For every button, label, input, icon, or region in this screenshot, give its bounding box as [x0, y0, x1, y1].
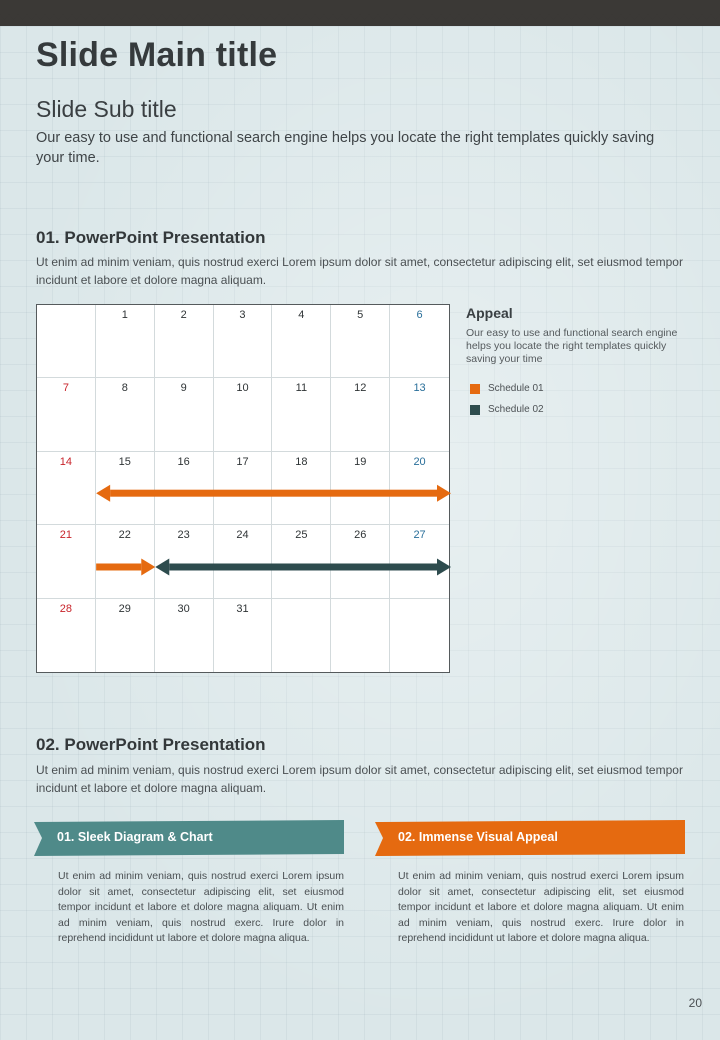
arrow-head-left	[96, 485, 110, 502]
calendar-day: 23	[155, 525, 214, 598]
arrow-shaft	[169, 563, 437, 570]
legend-item-label: Schedule 02	[488, 404, 544, 415]
banner-immense-visual-appeal	[375, 820, 687, 856]
calendar-day: 9	[155, 378, 214, 451]
legend-title: Appeal	[466, 305, 513, 321]
calendar-day: 16	[155, 452, 214, 525]
calendar-day: 6	[390, 305, 449, 378]
calendar-day: 24	[214, 525, 273, 598]
banner-sleek-diagram	[34, 820, 346, 856]
top-zigzag-border	[0, 0, 720, 26]
slide-main-title: Slide Main title	[36, 36, 278, 74]
slide-sub-title: Slide Sub title	[36, 96, 177, 122]
calendar-day: 10	[214, 378, 273, 451]
calendar-day: 22	[96, 525, 155, 598]
calendar-day: 17	[214, 452, 273, 525]
column-2-text: Ut enim ad minim veniam, quis nostrud exerci Lorem ipsum dolor sit amet, consectetur adipiscing elit, set eiusmod tempor incidunt et labore et dolore magna aliquam. Ut enim ad minim veniam, quis nostrud exerc. Irure dolor in reprehend incididunt ut labore et dolore magna aliqua.	[398, 870, 684, 944]
arrow-shaft	[110, 490, 437, 497]
page-number: 20	[688, 996, 702, 1010]
legend-item-label: Schedule 01	[488, 383, 544, 394]
banner-label: 01. Sleek Diagram & Chart	[57, 830, 213, 844]
calendar-day: 5	[331, 305, 390, 378]
calendar-day: 25	[272, 525, 331, 598]
calendar-day: 18	[272, 452, 331, 525]
arrow-head-left	[155, 558, 169, 575]
legend-item-schedule-01	[470, 383, 544, 394]
schedule-arrow-1	[96, 485, 451, 502]
calendar-day: 1	[96, 305, 155, 378]
arrow-head-right	[437, 485, 451, 502]
legend-description: Our easy to use and functional search engine helps you locate the right templates quickly saving your time	[466, 327, 678, 365]
calendar-day: 27	[390, 525, 449, 598]
calendar-day: 19	[331, 452, 390, 525]
calendar-day: 7	[37, 378, 96, 451]
zigzag-edge	[0, 14, 720, 28]
schedule-01-swatch	[470, 384, 480, 394]
calendar-day: 20	[390, 452, 449, 525]
calendar-day: 29	[96, 599, 155, 672]
section-2-title: 02. PowerPoint Presentation	[36, 735, 266, 754]
calendar-day: 3	[214, 305, 273, 378]
calendar-day: 28	[37, 599, 96, 672]
slide-subtitle-text: Our easy to use and functional search engine helps you locate the right templates quickly saving your time.	[36, 130, 655, 166]
section-1-title: 01. PowerPoint Presentation	[36, 228, 266, 247]
schedule-calendar	[36, 304, 450, 673]
column-1-text: Ut enim ad minim veniam, quis nostrud exerci Lorem ipsum dolor sit amet, consectetur adipiscing elit, set eiusmod tempor incidunt et labore et dolore magna aliquam. Ut enim ad minim veniam, quis nostrud exerc. Irure dolor in reprehend incididunt ut labore et dolore magna aliqua.	[58, 870, 344, 944]
legend-item-schedule-02	[470, 404, 544, 415]
calendar-day: 26	[331, 525, 390, 598]
calendar-day: 12	[331, 378, 390, 451]
arrow-head-right	[437, 558, 451, 575]
arrow-shaft	[96, 563, 141, 570]
calendar-day: 2	[155, 305, 214, 378]
calendar-day: 11	[272, 378, 331, 451]
calendar-day: 30	[155, 599, 214, 672]
schedule-02-swatch	[470, 405, 480, 415]
calendar-day: 21	[37, 525, 96, 598]
calendar-day: 13	[390, 378, 449, 451]
calendar-day: 4	[272, 305, 331, 378]
section-1-text: Ut enim ad minim veniam, quis nostrud exerci Lorem ipsum dolor sit amet, consectetur adipiscing elit, set eiusmod tempor incidunt et labore et dolore magna aliquam.	[36, 255, 683, 287]
section-2-text: Ut enim ad minim veniam, quis nostrud exerci Lorem ipsum dolor sit amet, consectetur adipiscing elit, set eiusmod tempor incidunt et labore et dolore magna aliquam.	[36, 763, 683, 795]
schedule-arrow-2	[96, 558, 155, 575]
calendar-day: 31	[214, 599, 273, 672]
calendar-day: 8	[96, 378, 155, 451]
schedule-arrows	[37, 305, 451, 674]
arrow-head-right	[141, 558, 155, 575]
calendar-day: 14	[37, 452, 96, 525]
schedule-arrow-3	[155, 558, 451, 575]
calendar-day: 15	[96, 452, 155, 525]
banner-label: 02. Immense Visual Appeal	[398, 830, 558, 844]
